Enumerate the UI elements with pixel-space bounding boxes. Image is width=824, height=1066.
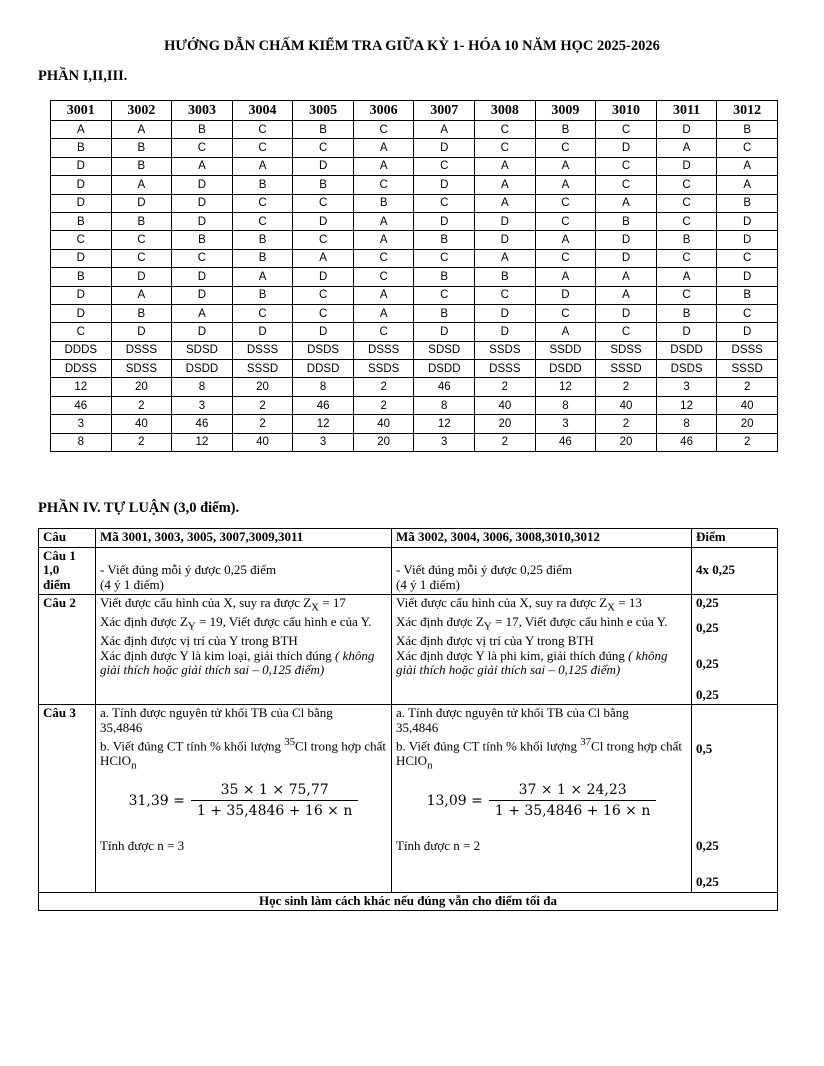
answer-table-body xyxy=(51,121,778,452)
answer-row xyxy=(51,323,778,341)
answer-cell: A xyxy=(596,268,657,286)
answer-cell: 8 xyxy=(293,378,354,396)
answer-cell: 12 xyxy=(51,378,112,396)
answer-cell: B xyxy=(717,121,778,139)
answer-cell: C xyxy=(293,194,354,212)
answer-cell: A xyxy=(232,268,293,286)
answer-cell: D xyxy=(475,304,536,322)
cau-3-label: Câu 3 xyxy=(39,705,96,893)
answer-cell: B xyxy=(232,286,293,304)
answer-cell: A xyxy=(535,231,596,249)
answer-row xyxy=(51,378,778,396)
cau-2-row xyxy=(39,595,778,705)
answer-row xyxy=(51,360,778,378)
answer-cell: D xyxy=(293,157,354,175)
answer-cell: SDSS xyxy=(596,341,657,359)
answer-cell: A xyxy=(353,304,414,322)
section-4-heading: PHẦN IV. TỰ LUẬN (3,0 điểm). xyxy=(38,500,240,516)
answer-cell: A xyxy=(535,176,596,194)
answer-cell: B xyxy=(172,231,233,249)
answer-cell: C xyxy=(353,176,414,194)
exam-code-header: 3012 xyxy=(717,101,778,121)
answer-cell: 2 xyxy=(353,378,414,396)
answer-cell: D xyxy=(414,176,475,194)
answer-cell: 3 xyxy=(656,378,717,396)
answer-cell: DSDD xyxy=(414,360,475,378)
answer-cell: A xyxy=(596,286,657,304)
answer-cell: D xyxy=(414,323,475,341)
answer-cell: D xyxy=(172,323,233,341)
answer-cell: 40 xyxy=(232,433,293,451)
answer-cell: D xyxy=(535,286,596,304)
exam-code-header: 3002 xyxy=(111,101,172,121)
answer-cell: D xyxy=(717,212,778,230)
answer-cell: D xyxy=(51,249,112,267)
col-ma-a: Mã 3001, 3003, 3005, 3007,3009,3011 xyxy=(96,529,392,548)
answer-cell: B xyxy=(414,268,475,286)
answer-cell: C xyxy=(717,304,778,322)
answer-cell: A xyxy=(656,139,717,157)
answer-cell: SSSD xyxy=(717,360,778,378)
answer-cell: 8 xyxy=(656,415,717,433)
cau-1-row xyxy=(39,547,778,595)
answer-cell: C xyxy=(353,323,414,341)
cau-1-ma-b: - Viết đúng mỗi ý được 0,25 điểm (4 ý 1 điểm) xyxy=(392,547,692,595)
col-cau: Câu xyxy=(39,529,96,548)
answer-cell: D xyxy=(232,323,293,341)
answer-cell: A xyxy=(475,176,536,194)
answer-cell: D xyxy=(717,323,778,341)
answer-cell: C xyxy=(232,212,293,230)
answer-cell: D xyxy=(596,304,657,322)
answer-row xyxy=(51,433,778,451)
page-title: HƯỚNG DẪN CHẤM KIỂM TRA GIỮA KỲ 1- HÓA 10 NĂM HỌC 2025-2026 xyxy=(164,38,660,54)
answer-cell: B xyxy=(51,139,112,157)
answer-cell: D xyxy=(717,268,778,286)
cau-1-label: Câu 1 1,0 điểm xyxy=(39,547,96,595)
answer-cell: A xyxy=(172,304,233,322)
answer-cell: 8 xyxy=(51,433,112,451)
answer-cell: SSDS xyxy=(475,341,536,359)
essay-footer-note: Học sinh làm cách khác nếu đúng vẫn cho điểm tối đa xyxy=(39,892,778,911)
answer-cell: A xyxy=(111,121,172,139)
answer-cell: D xyxy=(596,231,657,249)
answer-cell: A xyxy=(414,121,475,139)
answer-cell: C xyxy=(656,212,717,230)
exam-code-header: 3003 xyxy=(172,101,233,121)
answer-cell: 46 xyxy=(51,396,112,414)
answer-cell: 8 xyxy=(535,396,596,414)
answer-cell: 46 xyxy=(656,433,717,451)
answer-cell: D xyxy=(717,231,778,249)
answer-cell: B xyxy=(717,286,778,304)
answer-cell: SSSD xyxy=(232,360,293,378)
answer-cell: D xyxy=(51,157,112,175)
answer-cell: 2 xyxy=(353,396,414,414)
answer-cell: B xyxy=(656,304,717,322)
essay-rubric-table xyxy=(38,528,778,911)
essay-footer-row xyxy=(39,892,778,911)
answer-cell: 20 xyxy=(717,415,778,433)
answer-cell: B xyxy=(111,304,172,322)
answer-cell: D xyxy=(475,231,536,249)
answer-cell: SDSS xyxy=(111,360,172,378)
answer-cell: DDSS xyxy=(51,360,112,378)
answer-cell: C xyxy=(596,157,657,175)
answer-cell: 40 xyxy=(717,396,778,414)
answer-cell: A xyxy=(353,157,414,175)
answer-cell: SDSD xyxy=(172,341,233,359)
answer-cell: A xyxy=(353,231,414,249)
answer-cell: C xyxy=(293,304,354,322)
answer-cell: D xyxy=(293,268,354,286)
answer-cell: B xyxy=(172,121,233,139)
answer-cell: C xyxy=(475,121,536,139)
answer-cell: 2 xyxy=(596,415,657,433)
answer-cell: 2 xyxy=(111,433,172,451)
answer-table-header xyxy=(51,101,778,121)
answer-cell: 2 xyxy=(475,378,536,396)
answer-cell: D xyxy=(656,323,717,341)
answer-cell: D xyxy=(293,323,354,341)
answer-cell: B xyxy=(596,212,657,230)
answer-cell: C xyxy=(535,304,596,322)
answer-cell: B xyxy=(293,176,354,194)
col-ma-b: Mã 3002, 3004, 3006, 3008,3010,3012 xyxy=(392,529,692,548)
answer-cell: 3 xyxy=(293,433,354,451)
answer-row xyxy=(51,157,778,175)
answer-cell: A xyxy=(51,121,112,139)
answer-cell: A xyxy=(111,286,172,304)
answer-cell: B xyxy=(656,231,717,249)
answer-cell: DDDS xyxy=(51,341,112,359)
cau-1-diem: 4x 0,25 xyxy=(692,547,778,595)
exam-code-header: 3011 xyxy=(656,101,717,121)
answer-cell: DSSS xyxy=(232,341,293,359)
answer-cell: A xyxy=(535,323,596,341)
answer-cell: 12 xyxy=(293,415,354,433)
answer-cell: B xyxy=(111,157,172,175)
answer-cell: DSSS xyxy=(717,341,778,359)
answer-row xyxy=(51,304,778,322)
answer-row xyxy=(51,176,778,194)
exam-code-header: 3009 xyxy=(535,101,596,121)
answer-cell: D xyxy=(172,212,233,230)
exam-code-header: 3005 xyxy=(293,101,354,121)
answer-cell: A xyxy=(172,157,233,175)
answer-cell: A xyxy=(717,176,778,194)
cau-2-ma-a: Viết được cấu hình của X, suy ra được $Z_X = 17$ Xác định được $Z_Y = 19$, Viết được cấu hình e của Y. Xác định được vị trí của Y trong BTH Xác định được Y là kim loại, giải thích đúng ( không giải thích hoặc giải thích sai – 0,125 điểm) xyxy=(96,595,392,705)
answer-cell: DSDD xyxy=(656,341,717,359)
answer-cell: A xyxy=(232,157,293,175)
answer-cell: SSDS xyxy=(353,360,414,378)
answer-cell: D xyxy=(172,268,233,286)
essay-header-row xyxy=(39,529,778,548)
formula-ma-a: 31,39 = $\frac{35 \times 1 \times 75,77}{1 + 35,4846 + 16 \times n}$ xyxy=(100,773,387,829)
section-1-heading: PHẦN I,II,III. xyxy=(38,68,128,84)
answer-cell: B xyxy=(51,212,112,230)
answer-row xyxy=(51,139,778,157)
answer-cell: A xyxy=(353,139,414,157)
answer-cell: C xyxy=(717,139,778,157)
formula-ma-b: 13,09 = $\frac{37 \times 1 \times 24,23}{1 + 35,4846 + 16 \times n}$ xyxy=(396,773,687,829)
answer-cell: B xyxy=(293,121,354,139)
answer-row xyxy=(51,231,778,249)
answer-cell: C xyxy=(111,249,172,267)
answer-cell: D xyxy=(111,323,172,341)
answer-cell: D xyxy=(172,194,233,212)
answer-cell: 40 xyxy=(111,415,172,433)
answer-cell: DDSD xyxy=(293,360,354,378)
answer-cell: D xyxy=(475,323,536,341)
answer-cell: 2 xyxy=(717,378,778,396)
answer-cell: 20 xyxy=(232,378,293,396)
answer-cell: D xyxy=(51,304,112,322)
cau-2-label: Câu 2 xyxy=(39,595,96,705)
exam-code-header: 3004 xyxy=(232,101,293,121)
answer-cell: DSSS xyxy=(111,341,172,359)
exam-code-header: 3001 xyxy=(51,101,112,121)
answer-cell: 8 xyxy=(414,396,475,414)
answer-cell: D xyxy=(172,176,233,194)
answer-cell: 12 xyxy=(414,415,475,433)
answer-cell: C xyxy=(656,286,717,304)
answer-cell: 46 xyxy=(414,378,475,396)
answer-cell: SSSD xyxy=(596,360,657,378)
answer-row xyxy=(51,121,778,139)
answer-cell: D xyxy=(51,176,112,194)
answer-cell: C xyxy=(475,286,536,304)
answer-cell: C xyxy=(172,249,233,267)
answer-cell: B xyxy=(353,194,414,212)
answer-row xyxy=(51,212,778,230)
answer-cell: A xyxy=(475,157,536,175)
answer-cell: A xyxy=(535,268,596,286)
answer-cell: 2 xyxy=(232,396,293,414)
answer-cell: 12 xyxy=(535,378,596,396)
answer-cell: 2 xyxy=(717,433,778,451)
answer-row xyxy=(51,194,778,212)
answer-cell: D xyxy=(596,249,657,267)
answer-cell: B xyxy=(232,231,293,249)
answer-cell: C xyxy=(535,249,596,267)
answer-cell: 20 xyxy=(111,378,172,396)
cau-3-diem: 0,5 0,25 0,25 xyxy=(692,705,778,893)
answer-cell: C xyxy=(293,286,354,304)
answer-cell: A xyxy=(596,194,657,212)
answer-cell: 3 xyxy=(172,396,233,414)
answer-row xyxy=(51,341,778,359)
answer-cell: 40 xyxy=(353,415,414,433)
answer-cell: C xyxy=(232,304,293,322)
answer-cell: C xyxy=(414,249,475,267)
answer-cell: B xyxy=(232,176,293,194)
answer-cell: D xyxy=(656,157,717,175)
answer-cell: DSSS xyxy=(353,341,414,359)
answer-cell: C xyxy=(535,194,596,212)
answer-cell: 3 xyxy=(51,415,112,433)
answer-cell: DSSS xyxy=(475,360,536,378)
answer-cell: A xyxy=(475,194,536,212)
answer-cell: C xyxy=(51,231,112,249)
answer-cell: A xyxy=(475,249,536,267)
cau-1-ma-a: - Viết đúng mỗi ý được 0,25 điểm (4 ý 1 điểm) xyxy=(96,547,392,595)
answer-cell: B xyxy=(535,121,596,139)
answer-cell: C xyxy=(717,249,778,267)
exam-code-header: 3006 xyxy=(353,101,414,121)
answer-cell: 46 xyxy=(535,433,596,451)
answer-cell: 40 xyxy=(475,396,536,414)
answer-cell: SDSD xyxy=(414,341,475,359)
answer-cell: D xyxy=(596,139,657,157)
answer-cell: C xyxy=(293,139,354,157)
answer-cell: C xyxy=(51,323,112,341)
answer-cell: 20 xyxy=(596,433,657,451)
answer-cell: DSDS xyxy=(656,360,717,378)
answer-cell: C xyxy=(475,139,536,157)
answer-cell: D xyxy=(414,212,475,230)
answer-cell: 2 xyxy=(475,433,536,451)
answer-cell: C xyxy=(596,323,657,341)
answer-table xyxy=(50,100,778,452)
answer-cell: DSDD xyxy=(535,360,596,378)
answer-cell: A xyxy=(535,157,596,175)
answer-cell: 46 xyxy=(172,415,233,433)
answer-cell: C xyxy=(172,139,233,157)
answer-cell: B xyxy=(111,139,172,157)
exam-code-header: 3010 xyxy=(596,101,657,121)
answer-cell: D xyxy=(51,194,112,212)
answer-cell: 3 xyxy=(414,433,475,451)
answer-cell: C xyxy=(596,121,657,139)
answer-cell: DSDS xyxy=(293,341,354,359)
answer-cell: 2 xyxy=(111,396,172,414)
answer-cell: B xyxy=(232,249,293,267)
answer-cell: C xyxy=(232,121,293,139)
answer-cell: 12 xyxy=(656,396,717,414)
answer-cell: C xyxy=(414,157,475,175)
answer-cell: C xyxy=(414,194,475,212)
answer-cell: D xyxy=(656,121,717,139)
answer-cell: C xyxy=(111,231,172,249)
answer-cell: B xyxy=(717,194,778,212)
answer-cell: D xyxy=(293,212,354,230)
exam-code-header: 3007 xyxy=(414,101,475,121)
answer-row xyxy=(51,415,778,433)
answer-cell: 12 xyxy=(172,433,233,451)
answer-cell: 2 xyxy=(232,415,293,433)
answer-cell: A xyxy=(293,249,354,267)
answer-cell: C xyxy=(535,212,596,230)
answer-cell: C xyxy=(293,231,354,249)
answer-cell: 40 xyxy=(596,396,657,414)
answer-cell: C xyxy=(656,194,717,212)
answer-cell: D xyxy=(111,194,172,212)
col-diem: Điểm xyxy=(692,529,778,548)
answer-cell: C xyxy=(232,139,293,157)
answer-cell: D xyxy=(172,286,233,304)
answer-cell: D xyxy=(414,139,475,157)
answer-cell: 46 xyxy=(293,396,354,414)
answer-cell: C xyxy=(353,249,414,267)
answer-cell: D xyxy=(475,212,536,230)
answer-cell: D xyxy=(111,268,172,286)
answer-row xyxy=(51,268,778,286)
answer-cell: C xyxy=(596,176,657,194)
answer-cell: C xyxy=(232,194,293,212)
answer-cell: B xyxy=(414,231,475,249)
answer-cell: A xyxy=(353,212,414,230)
answer-cell: A xyxy=(111,176,172,194)
answer-row xyxy=(51,396,778,414)
answer-cell: A xyxy=(717,157,778,175)
answer-cell: B xyxy=(475,268,536,286)
answer-cell: B xyxy=(51,268,112,286)
answer-cell: 8 xyxy=(172,378,233,396)
answer-cell: 2 xyxy=(596,378,657,396)
exam-code-header: 3008 xyxy=(475,101,536,121)
answer-cell: C xyxy=(656,176,717,194)
answer-cell: B xyxy=(111,212,172,230)
answer-cell: C xyxy=(353,121,414,139)
answer-row xyxy=(51,249,778,267)
answer-row xyxy=(51,286,778,304)
cau-3-ma-a: a. Tính được nguyên tử khối TB của Cl bằng 35,4846 b. Viết đúng CT tính % khối lượng $^{35}$Cl trong hợp chất HClO$_n$ 31,39 = $\frac{35 \times 1 \times 75,77}{1 + 35,4846 + 16 \times n}$ Tính được n = 3 xyxy=(96,705,392,893)
answer-cell: B xyxy=(414,304,475,322)
cau-3-ma-b: a. Tính được nguyên tử khối TB của Cl bằng 35,4846 b. Viết đúng CT tính % khối lượng $^{37}$Cl trong hợp chất HClO$_n$ 13,09 = $\frac{37 \times 1 \times 24,23}{1 + 35,4846 + 16 \times n}$ Tính được n = 2 xyxy=(392,705,692,893)
answer-cell: A xyxy=(353,286,414,304)
answer-cell: C xyxy=(656,249,717,267)
answer-cell: D xyxy=(51,286,112,304)
answer-cell: DSDD xyxy=(172,360,233,378)
cau-2-ma-b: Viết được cấu hình của X, suy ra được $Z_X = 13$ Xác định được $Z_Y = 17$, Viết được cấu hình e của Y. Xác định được vị trí của Y trong BTH Xác định được Y là phi kim, giải thích đúng ( không giải thích hoặc giải thích sai – 0,125 điểm) xyxy=(392,595,692,705)
cau-3-row xyxy=(39,705,778,893)
answer-cell: A xyxy=(656,268,717,286)
answer-cell: C xyxy=(414,286,475,304)
answer-cell: C xyxy=(535,139,596,157)
answer-cell: C xyxy=(353,268,414,286)
answer-cell: 20 xyxy=(475,415,536,433)
cau-2-diem: 0,25 0,25 0,25 0,25 xyxy=(692,595,778,705)
answer-cell: SSDD xyxy=(535,341,596,359)
answer-cell: 20 xyxy=(353,433,414,451)
answer-cell: 3 xyxy=(535,415,596,433)
